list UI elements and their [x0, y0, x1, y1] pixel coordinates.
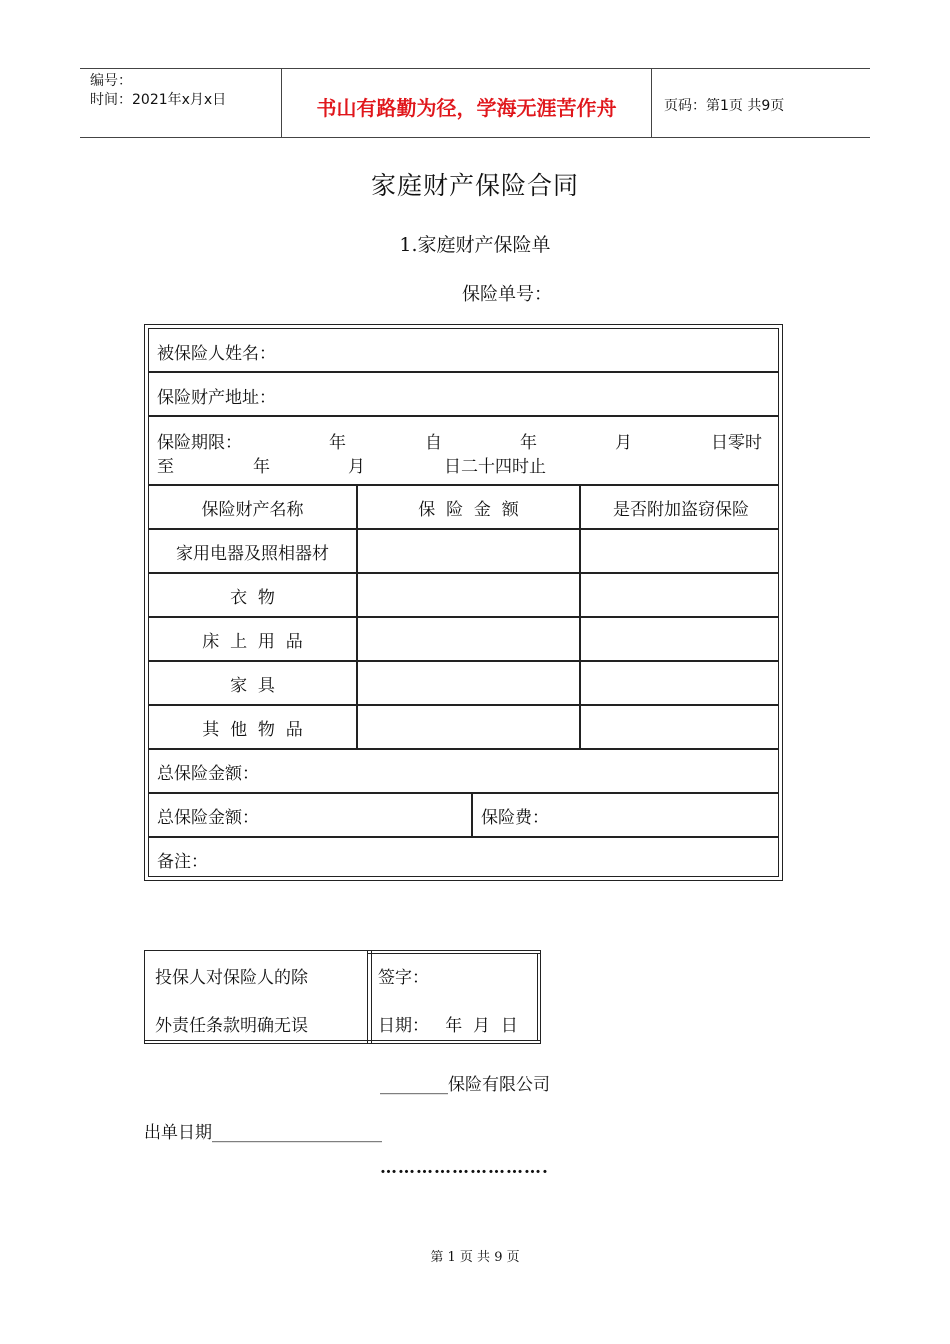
time-label: 时间：2021年x月x日 [90, 92, 227, 108]
header-motto: 书山有路勤为径，学海无涯苦作舟 [281, 69, 652, 137]
row-divider [149, 836, 778, 838]
item-row: 床 上 用 品 [202, 631, 303, 652]
premium-label: 保险费： [481, 807, 549, 828]
company-name: ________保险有限公司 [380, 1075, 550, 1095]
item-row: 衣 物 [230, 587, 275, 608]
period-year-1: 年 [329, 433, 346, 453]
period-month-1: 月 [615, 433, 632, 453]
total-amount-label: 总保险金额： [157, 763, 259, 784]
signature-box [144, 950, 541, 1044]
column-divider [471, 792, 473, 836]
item-row: 家 具 [230, 675, 275, 696]
signature-divider [367, 951, 372, 1043]
signature-border [367, 953, 540, 954]
period-month-2: 月 [348, 457, 365, 477]
dotted-separator: ………………………. [380, 1158, 549, 1178]
period-year-3: 年 [253, 457, 270, 477]
period-label: 保险期限： [157, 433, 242, 453]
property-address-label: 保险财产地址： [157, 387, 276, 408]
signature-border [537, 953, 538, 1041]
signature-label: 签字： [378, 968, 429, 988]
period-day-zero: 日零时 [711, 433, 762, 453]
header-meta [80, 69, 280, 137]
header-page-info: 页码：第1页 共9页 [664, 98, 785, 114]
column-header-theft: 是否附加盗窃保险 [613, 499, 749, 520]
item-row: 家用电器及照相器材 [176, 543, 329, 564]
period-to: 至 [157, 457, 174, 477]
period-from: 自 [425, 433, 442, 453]
number-label: 编号： [90, 73, 132, 89]
page-header [80, 68, 870, 138]
item-row: 其 他 物 品 [202, 719, 303, 740]
insurance-form [144, 324, 783, 881]
column-header-name: 保险财产名称 [201, 499, 304, 520]
remarks-label: 备注： [157, 851, 208, 872]
document-title: 家庭财产保险合同 [370, 171, 579, 200]
page-footer: 第 1 页 共 9 页 [430, 1250, 520, 1265]
document-subtitle: 1.家庭财产保险单 [399, 234, 551, 256]
sign-date-label: 日期： 年 月 日 [378, 1016, 518, 1036]
issue-date: 出单日期____________________ [144, 1123, 382, 1143]
period-year-2: 年 [520, 433, 537, 453]
exclusion-statement-line-1: 投保人对保险人的除 [155, 968, 308, 988]
policy-number-label: 保险单号： [462, 284, 552, 305]
exclusion-statement-line-2: 外责任条款明确无误 [155, 1016, 308, 1036]
period-day-end: 日二十四时止 [444, 457, 546, 477]
column-header-amount: 保 险 金 额 [418, 499, 519, 520]
total-amount-label-2: 总保险金额： [157, 807, 259, 828]
insurance-form-inner [148, 328, 779, 877]
signature-border [145, 1040, 540, 1041]
insured-name-label: 被保险人姓名： [157, 343, 276, 364]
